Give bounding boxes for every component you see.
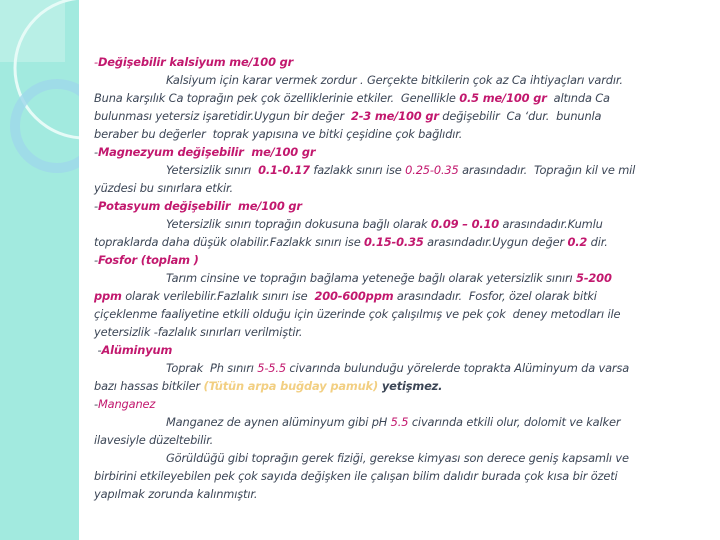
text-segment: beraber bu değerler toprak yapısına ve bitki çeşidine çok bağlıdır. <box>94 127 463 141</box>
highlighted-text: 0.09 – 0.10 <box>430 217 500 231</box>
text-line <box>94 125 714 143</box>
text-line <box>94 449 714 467</box>
text-line <box>94 377 714 395</box>
text-segment: Toprak Ph sınırı <box>166 361 258 375</box>
text-line <box>94 359 714 377</box>
text-line <box>94 485 714 503</box>
text-line <box>94 431 714 449</box>
highlighted-text: Değişebilir kalsiyum me/100 gr <box>97 55 294 69</box>
text-line <box>94 287 714 305</box>
text-segment: bazı hassas bitkiler <box>94 379 204 393</box>
text-segment: arasındadır. Toprağın kil ve mil <box>458 163 636 177</box>
text-line <box>94 269 714 287</box>
text-line <box>94 53 714 71</box>
text-line <box>94 233 714 251</box>
highlighted-text: 200-600ppm <box>314 289 394 303</box>
text-segment: bulunması yetersiz işaretidir.Uygun bir değer <box>94 109 351 123</box>
text-segment: arasındadır.Kumlu <box>499 217 603 231</box>
text-segment: - <box>94 343 102 357</box>
text-segment: Görüldüğü gibi toprağın gerek fiziği, gerekse kimyası son derece geniş kapsamlı ve <box>166 451 629 465</box>
text-segment: dir. <box>587 235 608 249</box>
text-line <box>94 215 714 233</box>
text-segment: değişebilir Ca ‘dur. bununla <box>438 109 602 123</box>
highlighted-text: Potasyum değişebilir me/100 gr <box>97 199 302 213</box>
text-segment: olarak verilebilir.Fazlalık sınırı ise <box>121 289 315 303</box>
text-line <box>94 161 714 179</box>
text-segment: - <box>94 397 98 411</box>
text-segment: yetersizlik -fazlalık sınırları verilmiştir. <box>94 325 303 339</box>
text-segment: - <box>94 145 98 159</box>
text-segment: arasındadır. Fosfor, özel olarak bitki <box>393 289 597 303</box>
text-line <box>94 71 714 89</box>
text-segment: 5-5.5 <box>257 361 286 375</box>
text-segment: Kalsiyum için karar vermek zordur . Gerçekte bitkilerin çok az Ca ihtiyaçları vardır. <box>166 73 623 87</box>
decorative-circles-icon <box>0 0 79 540</box>
text-line <box>94 179 714 197</box>
highlighted-text: 5-200 <box>576 271 612 285</box>
highlighted-text: 0.2 <box>567 235 588 249</box>
text-segment: civarında bulunduğu yörelerde toprakta Alüminyum da varsa <box>285 361 630 375</box>
text-segment: ilavesiyle düzeltebilir. <box>94 433 214 447</box>
highlighted-text: Alüminyum <box>101 343 173 357</box>
highlighted-text: ppm <box>94 289 122 303</box>
highlighted-text: Magnezyum değişebilir me/100 gr <box>97 145 316 159</box>
text-segment: topraklarda daha düşük olabilir.Fazlakk sınırı ise <box>94 235 365 249</box>
text-segment: Yetersizlik sınırı <box>166 163 259 177</box>
text-line <box>94 413 714 431</box>
text-segment: yüzdesi bu sınırlara etkir. <box>94 181 234 195</box>
text-segment: Buna karşılık Ca toprağın pek çok özelliklerinie etkiler. Genellikle <box>94 91 460 105</box>
text-line <box>94 467 714 485</box>
highlighted-text: 0.5 me/100 gr <box>459 91 547 105</box>
text-segment: çiçeklenme faaliyetine etkili olduğu için üzerinde çok çalışılmış ve pek çok deney metodları ile <box>94 307 621 321</box>
text-segment: - <box>94 199 98 213</box>
text-line <box>94 89 714 107</box>
text-segment: birbirini etkileyebilen pek çok sayıda değişken ile çalışan bilim dalıdır burada çok kısa bir özeti <box>94 469 618 483</box>
text-segment: civarında etkili olur, dolomit ve kalker <box>408 415 621 429</box>
text-segment: - <box>94 55 98 69</box>
text-line <box>94 323 714 341</box>
text-segment: - <box>94 253 98 267</box>
text-line <box>94 341 714 359</box>
text-line <box>94 395 714 413</box>
text-segment: 0.25-0.35 <box>405 163 459 177</box>
highlighted-plants-text: (Tütün arpa buğday pamuk) <box>203 379 379 393</box>
text-segment: Manganez de aynen alüminyum gibi pH <box>166 415 391 429</box>
text-segment: fazlakk sınırı ise <box>309 163 406 177</box>
text-line <box>94 143 714 161</box>
text-segment: altında Ca <box>546 91 610 105</box>
decorative-side-band <box>0 0 79 540</box>
text-line <box>94 197 714 215</box>
text-segment: Manganez <box>97 397 156 411</box>
text-line <box>94 251 714 269</box>
highlighted-text: 0.15-0.35 <box>364 235 424 249</box>
text-segment: 5.5 <box>390 415 409 429</box>
text-line <box>94 107 714 125</box>
slide-body <box>94 53 714 503</box>
text-segment: arasındadır.Uygun değer <box>423 235 568 249</box>
highlighted-text: 2-3 me/100 gr <box>350 109 439 123</box>
highlighted-text: 0.1-0.17 <box>258 163 310 177</box>
text-line <box>94 305 714 323</box>
text-segment: Yetersizlik sınırı toprağın dokusuna bağlı olarak <box>166 217 431 231</box>
text-segment: yapılmak zorunda kalınmıştır. <box>94 487 258 501</box>
highlighted-text: Fosfor (toplam ) <box>97 253 199 267</box>
text-segment: Tarım cinsine ve toprağın bağlama yeteneğe bağlı olarak yetersizlik sınırı <box>166 271 577 285</box>
text-segment: yetişmez. <box>378 379 443 393</box>
